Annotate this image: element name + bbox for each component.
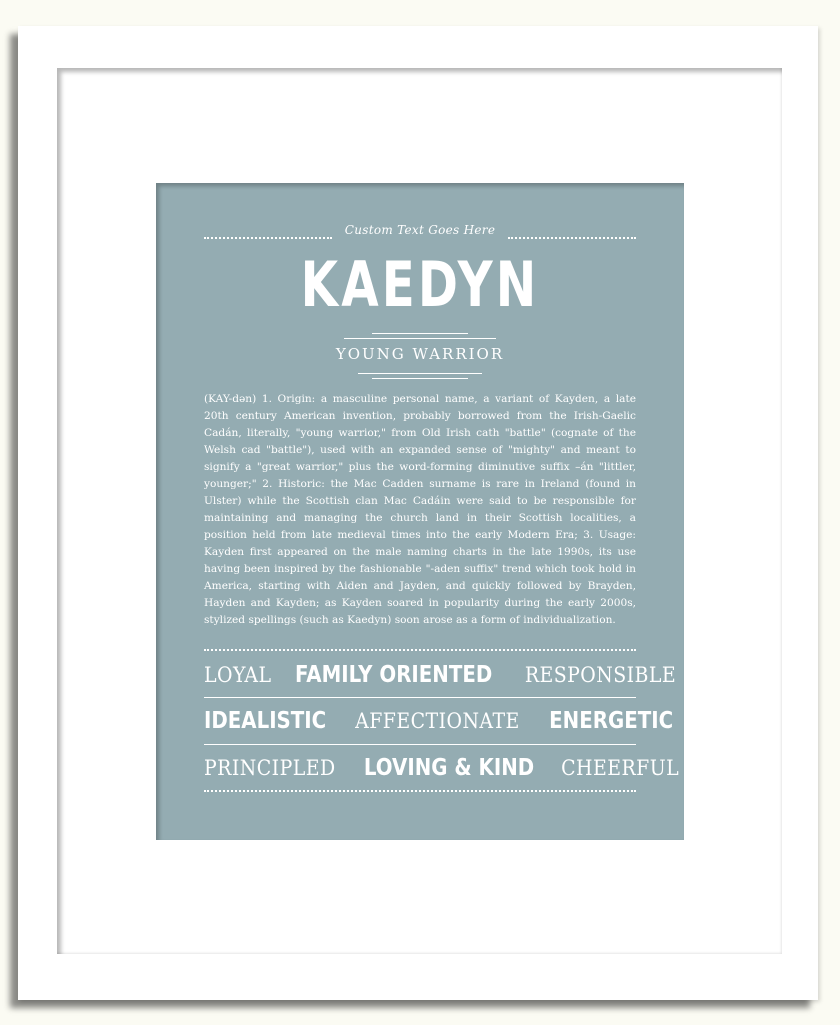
rule-bottom-short: [372, 378, 468, 379]
trait-word: CHEERFUL: [561, 756, 680, 780]
dotted-divider-traits-bottom: [204, 790, 636, 792]
rule-top: [372, 333, 468, 334]
trait-word: IDEALISTIC: [204, 708, 327, 734]
name-print: [156, 183, 684, 840]
trait-word: AFFECTIONATE: [355, 709, 520, 733]
trait-rule-1: [204, 697, 636, 698]
dotted-divider-traits-top: [204, 649, 636, 651]
name-meaning: YOUNG WARRIOR: [335, 345, 505, 363]
trait-row-3: [204, 748, 680, 788]
trait-row-1: [204, 655, 677, 695]
rule-bottom: [358, 373, 482, 374]
dotted-divider-left: [204, 237, 332, 239]
trait-word: FAMILY ORIENTED: [295, 662, 493, 688]
trait-word: LOYAL: [204, 663, 272, 687]
trait-word: PRINCIPLED: [204, 756, 336, 780]
custom-text: Custom Text Goes Here: [344, 223, 496, 237]
trait-word: ENERGETIC: [549, 708, 674, 734]
dotted-divider-right: [508, 237, 636, 239]
trait-word: RESPONSIBLE: [525, 663, 677, 687]
name-title: KAEDYN: [300, 248, 540, 321]
rule-top-long: [344, 338, 496, 339]
trait-word: LOVING & KIND: [364, 755, 535, 781]
name-definition: (KAY-dən) 1. Origin: a masculine personal name, a variant of Kayden, a late 20th century American invention, probably borrowed from the Irish-Gaelic Cadán, literally, "young warrior," from Old Irish cath "battle" (cognate of the Welsh cad "battle"), used with an expanded sense of "mighty" and meant to signify a "great warrior," plus the word-forming diminutive suffix –án "littler, younger;" 2. Historic: the Mac Cadden surname is rare in Ireland (found in Ulster) while the Scottish clan Mac Cadáin were said to be responsible for maintaining and managing the church land in their Scottish localities, a position held from late medieval times into the early Modern Era; 3. Usage: Kayden first appeared on the male naming charts in the late 1990s, its use having been inspired by the fashionable "-aden suffix" trend which took hold in America, starting with Aiden and Jayden, and quickly followed by Brayden, Hayden and Kayden; as Kayden soared in popularity during the early 2000s, stylized spellings (such as Kaedyn) soon arose as a form of individualization.: [204, 393, 636, 626]
trait-row-2: [204, 701, 674, 741]
trait-rule-2: [204, 744, 636, 745]
